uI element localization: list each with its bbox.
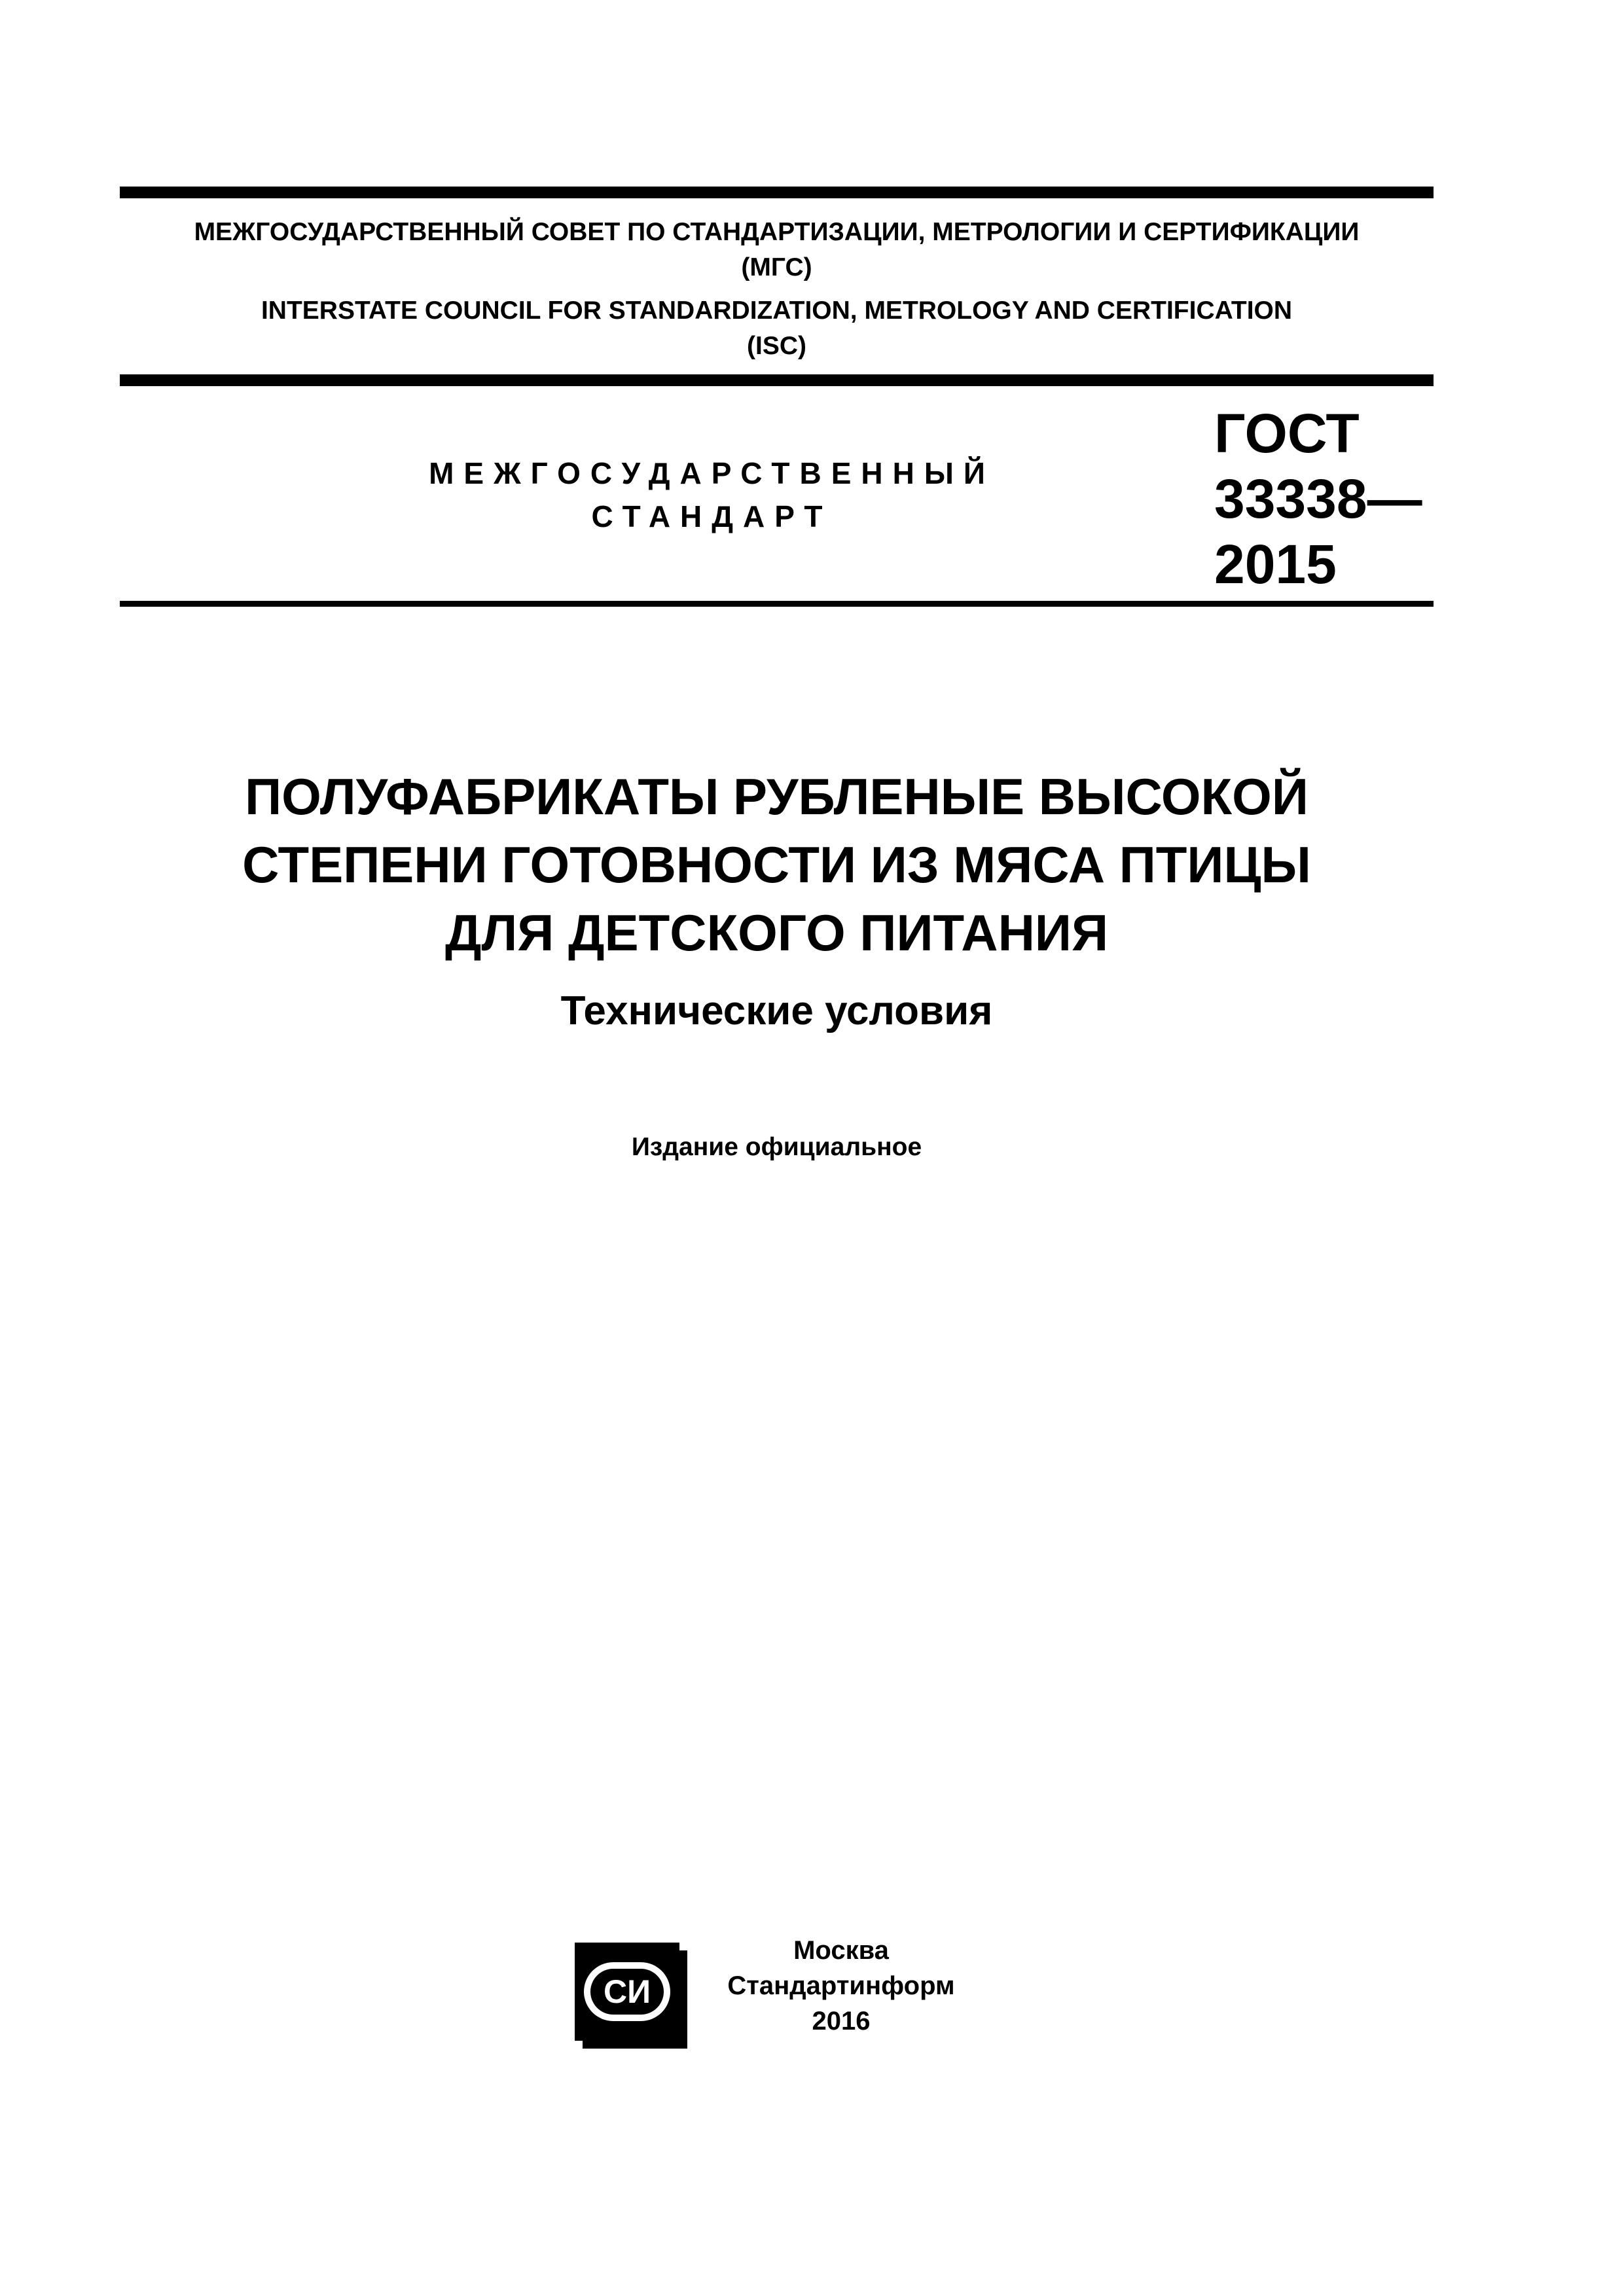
standard-kind bbox=[340, 452, 1074, 538]
document-title bbox=[120, 762, 1434, 967]
title-line1: ПОЛУФАБРИКАТЫ РУБЛЕНЫЕ ВЫСОКОЙ bbox=[245, 768, 1308, 825]
publisher-name: Стандартинформ bbox=[727, 1971, 955, 2000]
publication-year: 2016 bbox=[812, 2007, 871, 2036]
logo-mark: СИ bbox=[603, 1973, 651, 2010]
bottom-rule bbox=[120, 601, 1434, 607]
council-name-ru-line1: МЕЖГОСУДАРСТВЕННЫЙ СОВЕТ ПО СТАНДАРТИЗАЦИИ, МЕТРОЛОГИИ И СЕРТИФИКАЦИИ bbox=[194, 218, 1360, 246]
designation-year: 2015 bbox=[1214, 533, 1337, 595]
title-line3: ДЛЯ ДЕТСКОГО ПИТАНИЯ bbox=[444, 904, 1109, 961]
standartinform-logo-icon bbox=[575, 1943, 687, 2049]
standard-kind-line1: МЕЖГОСУДАРСТВЕННЫЙ bbox=[429, 456, 995, 490]
council-name-en-line1: INTERSTATE COUNCIL FOR STANDARDIZATION, METROLOGY AND CERTIFICATION bbox=[261, 296, 1293, 325]
edition-label: Издание официальное bbox=[631, 1133, 922, 1161]
standard-designation bbox=[1214, 401, 1422, 597]
council-abbr-ru: (МГС) bbox=[741, 253, 812, 281]
document-subtitle: Технические условия bbox=[560, 988, 993, 1033]
council-name-en bbox=[120, 293, 1434, 364]
top-rule bbox=[120, 187, 1434, 198]
middle-rule bbox=[120, 374, 1434, 386]
publisher-city: Москва bbox=[793, 1936, 889, 1965]
council-name-ru bbox=[120, 215, 1434, 285]
standard-kind-line2: СТАНДАРТ bbox=[591, 499, 833, 533]
council-abbr-en: (ISC) bbox=[747, 332, 806, 360]
title-line2: СТЕПЕНИ ГОТОВНОСТИ ИЗ МЯСА ПТИЦЫ bbox=[242, 836, 1311, 893]
designation-prefix: ГОСТ bbox=[1214, 403, 1360, 464]
designation-number: 33338— bbox=[1214, 468, 1422, 529]
publisher-block bbox=[713, 1933, 969, 2039]
